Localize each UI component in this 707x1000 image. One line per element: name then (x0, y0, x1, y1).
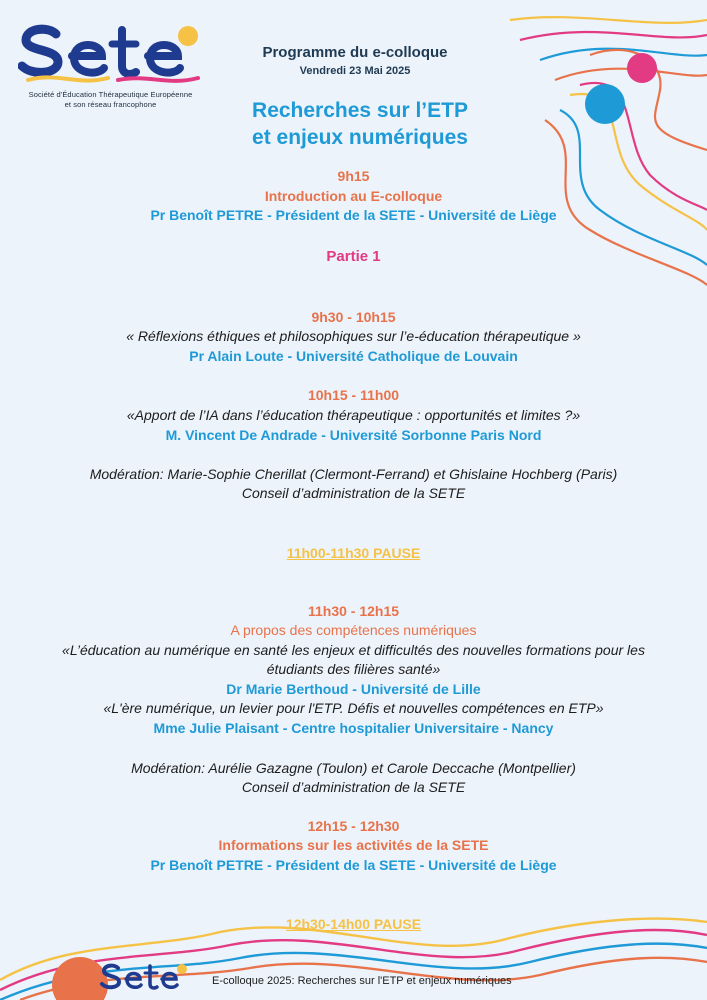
session2-talk2-speaker: Mme Julie Plaisant - Centre hospitalier Universitaire - Nancy (153, 720, 554, 736)
session2-talk1-title-line1: «L’éducation au numérique en santé les enjeux et difficultés des nouvelles formations pour les (62, 642, 645, 658)
info-title: Informations sur les activités de la SETE (218, 837, 489, 853)
talk2-speaker: M. Vincent De Andrade - Université Sorbonne Paris Nord (165, 427, 542, 443)
intro-time: 9h15 (337, 168, 370, 184)
talk2-title: «Apport de l’IA dans l’éducation thérapeutique : opportunités et limites ?» (126, 407, 581, 423)
moderation-line1: Modération: Marie-Sophie Cherillat (Clermont-Ferrand) et Ghislaine Hochberg (Paris) (89, 466, 618, 482)
pause-2: 12h30-14h00 PAUSE (285, 916, 422, 932)
talk1-speaker: Pr Alain Loute - Université Catholique de Louvain (189, 348, 518, 364)
session2-time: 11h30 - 12h15 (307, 603, 400, 619)
program-title: Programme du e-colloque (262, 44, 448, 61)
session2-talk2-title: «L'ère numérique, un levier pour l'ETP. Défis et nouvelles compétences en ETP» (103, 700, 604, 716)
decor-circle-blue (585, 84, 625, 124)
session2-moderation-line1: Modération: Aurélie Gazagne (Toulon) et Carole Deccache (Montpellier) (131, 760, 576, 776)
session2-subtitle: A propos des compétences numériques (230, 622, 477, 638)
session2-talk1-title-line2: étudiants des filières santé» (266, 661, 441, 677)
decor-circle-pink (627, 53, 657, 83)
main-title (150, 97, 570, 151)
talk1-title: « Réflexions éthiques et philosophiques sur l’e-éducation thérapeutique » (126, 328, 581, 344)
pause-1: 11h00-11h30 PAUSE (286, 545, 421, 561)
session2-talk1-speaker: Dr Marie Berthoud - Université de Lille (226, 681, 481, 697)
moderation-line2: Conseil d’administration de la SETE (241, 485, 466, 501)
program-date: Vendredi 23 Mai 2025 (299, 65, 411, 77)
intro-speaker: Pr Benoît PETRE - Président de la SETE - Université de Liège (150, 207, 557, 223)
main-title-line1: Recherches sur l’ETP (252, 99, 468, 122)
logo-caption-line1: Société d'Éducation Thérapeutique Européenne (28, 90, 193, 99)
footer-text: E-colloque 2025: Recherches sur l'ETP et enjeux numériques (212, 975, 512, 987)
talk2-time: 10h15 - 11h00 (307, 387, 400, 403)
intro-title: Introduction au E-colloque (264, 188, 443, 204)
main-title-line2: et enjeux numériques (252, 126, 468, 149)
sete-logo-mark (18, 20, 203, 88)
info-time: 12h15 - 12h30 (307, 818, 400, 834)
session2-moderation-line2: Conseil d’administration de la SETE (241, 779, 466, 795)
part-label: Partie 1 (326, 248, 381, 265)
talk1-time: 9h30 - 10h15 (311, 309, 396, 325)
info-speaker: Pr Benoît PETRE - Président de la SETE - Université de Liège (150, 857, 557, 873)
footer-sete-logo (100, 962, 190, 994)
logo-caption-line2: et son réseau francophone (64, 100, 157, 109)
